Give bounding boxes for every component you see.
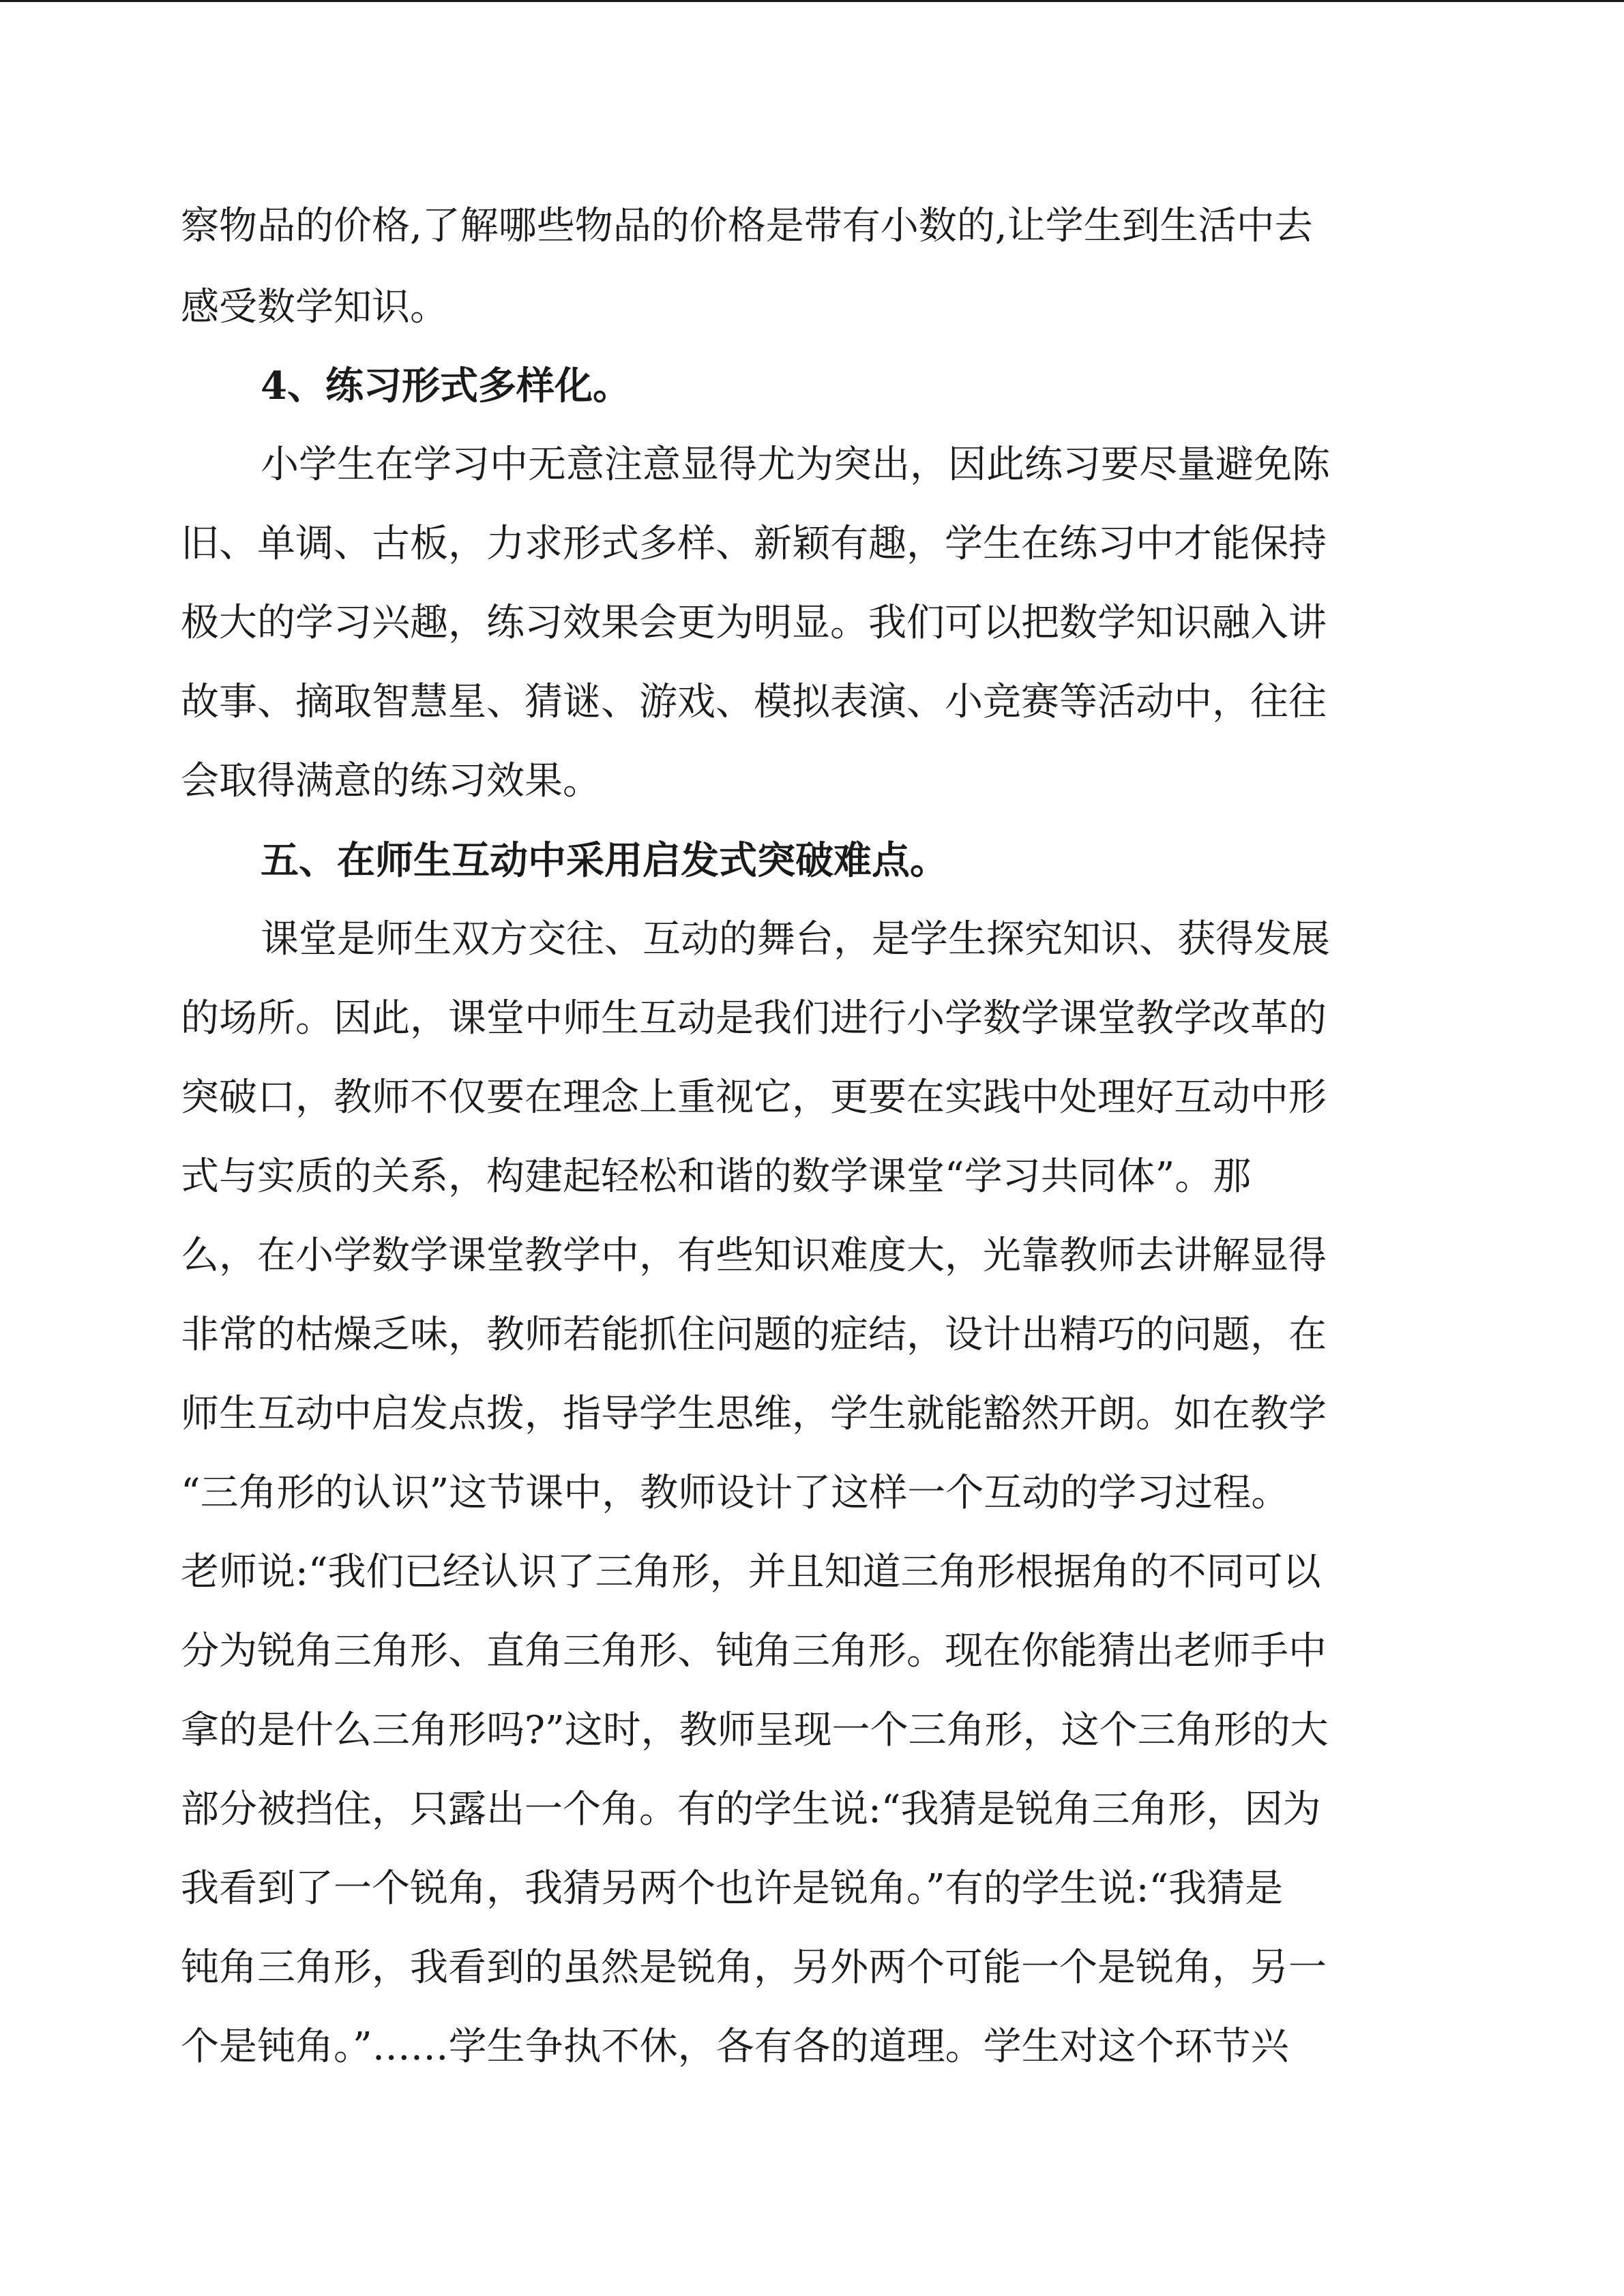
text-line: 师生互动中启发点拨，指导学生思维，学生就能豁然开朗。如在教学 xyxy=(181,1392,1327,1436)
text-line: “三角形的认识”这节课中，教师设计了这样一个互动的学习过程。 xyxy=(181,1471,1290,1515)
text-line: 突破口，教师不仅要在理念上重视它，更要在实践中处理好互动中形 xyxy=(181,1075,1327,1120)
section-heading: 五、在师生互动中采用启发式突破难点。 xyxy=(261,838,948,883)
text-line: 察物品的价格,了解哪些物品的价格是带有小数的,让学生到生活中去 xyxy=(181,204,1313,248)
paragraph-first-line: 课堂是师生双方交往、互动的舞台，是学生探究知识、获得发展 xyxy=(261,917,1330,961)
text-line: 的场所。因此，课堂中师生互动是我们进行小学数学课堂教学改革的 xyxy=(181,996,1327,1041)
text-line: 式与实质的关系，构建起轻松和谐的数学课堂“学习共同体”。那 xyxy=(181,1154,1252,1199)
text-line: 部分被挡住，只露出一个角。有的学生说:“我猜是锐角三角形，因为 xyxy=(181,1787,1321,1832)
text-line: 分为锐角三角形、直角三角形、钝角三角形。现在你能猜出老师手中 xyxy=(181,1629,1327,1673)
text-line: 感受数学知识。 xyxy=(181,285,448,329)
page-top-border xyxy=(0,0,1624,2)
text-line: 个是钝角。”……学生争执不休，各有各的道理。学生对这个环节兴 xyxy=(181,2025,1289,2069)
section-heading: 4、练习形式多样化。 xyxy=(261,363,631,408)
text-line: 旧、单调、古板，力求形式多样、新颖有趣，学生在练习中才能保持 xyxy=(181,522,1327,566)
text-line: 会取得满意的练习效果。 xyxy=(181,759,601,803)
text-line: 钝角三角形，我看到的虽然是锐角，另外两个可能一个是锐角，另一 xyxy=(181,1945,1327,1990)
text-line: 老师说:“我们已经认识了三角形，并且知道三角形根据角的不同可以 xyxy=(181,1550,1321,1594)
text-line: 么，在小学数学课堂教学中，有些知识难度大，光靠教师去讲解显得 xyxy=(181,1234,1327,1278)
paragraph-first-line: 小学生在学习中无意注意显得尤为突出，因此练习要尽量避免陈 xyxy=(261,443,1330,487)
text-line: 故事、摘取智慧星、猜谜、游戏、模拟表演、小竞赛等活动中，往往 xyxy=(181,680,1327,724)
text-line: 非常的枯燥乏味，教师若能抓住问题的症结，设计出精巧的问题，在 xyxy=(181,1313,1327,1357)
text-line: 我看到了一个锐角，我猜另两个也许是锐角。”有的学生说:“我猜是 xyxy=(181,1866,1284,1911)
text-line: 极大的学习兴趣，练习效果会更为明显。我们可以把数学知识融入讲 xyxy=(181,601,1327,645)
text-line: 拿的是什么三角形吗?”这时，教师呈现一个三角形，这个三角形的大 xyxy=(181,1708,1329,1753)
